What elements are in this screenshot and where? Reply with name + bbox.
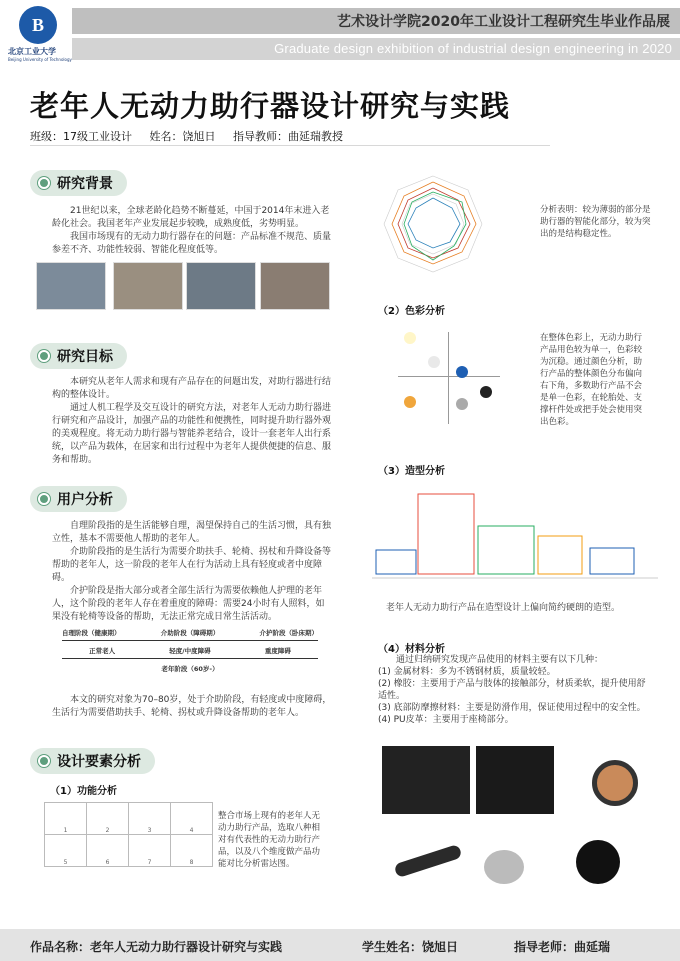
stage-desc-2: 轻度/中度障碍 — [169, 647, 211, 655]
walker-cell: 2 — [87, 803, 129, 835]
user-stage-diagram — [62, 628, 318, 676]
material-analysis-title: （4）材料分析 — [378, 644, 445, 655]
title-divider — [30, 145, 550, 146]
bullet-dot-icon — [38, 493, 50, 505]
walker-cell: 3 — [129, 803, 171, 835]
background-photo-4 — [260, 262, 330, 310]
age-range-label: 老年阶段（60岁-） — [161, 665, 219, 673]
background-text: 21世纪以来，全球老龄化趋势不断蔓延，中国于2014年末进入老龄化社会。我国老年产业发展起步较晚，成熟度低，劣势明显。 我国市场现有的无动力助行器存在的问题：产品标准不规范、质量参差不齐、功能性较弱、智能化程度低等。 — [52, 206, 332, 255]
logo-emblem-icon: B — [19, 6, 57, 44]
background-photo-2 — [113, 262, 183, 310]
material-item: (1) 金属材料：多为不锈钢材质，质量较轻。 — [378, 667, 556, 677]
background-photo-3 — [186, 262, 256, 310]
material-photo-leather — [382, 746, 470, 814]
walker-cell: 4 — [171, 803, 213, 835]
material-photo-seat — [476, 746, 554, 814]
page-footer — [0, 929, 680, 961]
author-info — [30, 128, 357, 144]
color-analysis-text: 在整体色彩上，无动力助行产品用色较为单一，色彩较为沉稳。通过颜色分析，助行产品的整体颜色分布偏向右下角，多数助行产品不会是单一色彩，在轮胎处、支撑杆件处或把手处会使用突出色彩。 — [540, 333, 643, 427]
users-text: 自理阶段指的是生活能够自理，渴望保持自己的生活习惯，具有独立性，基本不需要他人帮助的老年人。 介助阶段指的是生活行为需要介助扶手、轮椅、拐杖和升降设备等帮助的老年人，这一阶段的老年人在行为活动上具有轻度或者中度障碍。 介护阶段是指大部分或者全部生活行为需要依赖他人护理的老年人，这个阶段的老年人存在着重度的障碍：需要24小时有人照料，如果没有轮椅等设备的帮助，无法正常完成日常生活活动。 — [52, 521, 332, 622]
walker-cell: 7 — [129, 835, 171, 867]
color-dot — [480, 386, 492, 398]
exhibition-title: 艺术设计学院2020年工业设计工程研究生毕业作品展 — [337, 14, 670, 30]
stage-desc-1: 正常老人 — [89, 647, 116, 655]
name-info: 姓名：饶旭日 — [149, 130, 216, 143]
university-logo — [8, 6, 72, 62]
walker-cell: 1 — [45, 803, 87, 835]
footer-work-name: 作品名称：老年人无动力助行器设计研究与实践 — [30, 940, 283, 954]
goal-text: 本研究从老年人需求和现有产品存在的问题出发，对助行器进行结构的整体设计。 通过人机工程学及交互设计的研究方法，对老年人无动力助行器进行研究和产品设计，加强产品的功能性和便携性，同时提升助行器外观的美观程度。将无动力助行器与智能养老结合，设计一套老年人出行系统，以产品为载体，在居家和出行过程中为老年人提供便捷的信息、服务和帮助。 — [52, 377, 332, 465]
bullet-dot-icon — [38, 177, 50, 189]
section-heading-users: 用户分析 — [30, 486, 127, 512]
color-dot — [428, 356, 440, 368]
class-info: 班级：17级工业设计 — [30, 130, 132, 143]
bullet-dot-icon — [38, 755, 50, 767]
function-analysis-title: （1）功能分析 — [50, 786, 117, 797]
color-dot — [404, 332, 416, 344]
footer-student-name: 学生姓名：饶旭日 — [362, 940, 459, 954]
color-analysis-title: （2）色彩分析 — [378, 306, 445, 317]
material-photo-rubber-tip — [564, 830, 634, 892]
walker-cell: 8 — [171, 835, 213, 867]
page-header — [0, 0, 680, 64]
walker-cell: 5 — [45, 835, 87, 867]
material-item: (3) 底部防摩擦材料：主要是防滑作用，保证使用过程中的安全性。 — [378, 703, 646, 713]
material-item: (4) PU皮革：主要用于座椅部分。 — [378, 715, 514, 725]
color-dot — [456, 366, 468, 378]
exhibition-subtitle: Graduate design exhibition of industrial design engineering in 2020 — [274, 41, 672, 56]
footer-advisor-name: 指导老师：曲延瑞 — [514, 940, 611, 954]
material-analysis-list: 通过归纳研究发现产品使用的材料主要有以下几种： (1) 金属材料：多为不锈钢材质，质量较轻。 (2) 橡胶：主要用于产品与肢体的接触部分，材质柔软，提升使用舒适性。 (3) 底部防摩擦材料：主要是防滑作用，保证使用过程中的安全性。 (4) PU皮革：主要用于座椅部分。 — [378, 654, 648, 726]
material-photo-handle — [388, 828, 468, 890]
stage-label-2: 介助阶段（障碍期） — [160, 629, 220, 637]
shape-analysis-title: （3）造型分析 — [378, 466, 445, 477]
users-target-text: 本文的研究对象为70–80岁，处于介助阶段，有轻度或中度障碍，生活行为需要借助扶手、轮椅、拐杖或升降设备帮助的老年人。 — [52, 695, 332, 718]
color-analysis-chart — [398, 326, 500, 426]
section-heading-background: 研究背景 — [30, 170, 127, 196]
shape-analysis-chart — [370, 484, 660, 590]
walker-product-grid — [44, 802, 213, 867]
advisor-info: 指导教师：曲延瑞教授 — [233, 130, 343, 143]
section-heading-goal: 研究目标 — [30, 343, 127, 369]
material-photo-tube — [478, 830, 554, 890]
material-photo-wheel — [564, 746, 650, 814]
material-item: (2) 橡胶：主要用于产品与肢体的接触部分，材质柔软，提升使用舒适性。 — [378, 679, 646, 701]
bullet-dot-icon — [38, 350, 50, 362]
stage-label-3: 介护阶段（卧床期） — [259, 629, 318, 637]
function-analysis-text: 整合市场上现有的老年人无动力助行产品，选取八种相对有代表性的无动力助行产品，以及八个维度做产品功能对比分析雷达图。 — [218, 811, 321, 869]
logo-subtitle: Beijing University of Technology — [8, 57, 72, 62]
color-dot — [456, 398, 468, 410]
background-photo-1 — [36, 262, 106, 310]
color-dot — [404, 396, 416, 408]
logo-name: 北京工业大学 — [8, 47, 56, 56]
walker-cell: 6 — [87, 835, 129, 867]
stage-desc-3: 重度障碍 — [264, 647, 291, 655]
section-heading-design: 设计要素分析 — [30, 748, 155, 774]
stage-label-1: 自理阶段（健康期） — [62, 629, 121, 637]
function-radar-chart — [358, 168, 508, 280]
radar-note-text: 分析表明：较为薄弱的部分是助行器的智能化部分，较为突出的是结构稳定性。 — [540, 205, 651, 239]
shape-analysis-text: 老年人无动力助行产品在造型设计上偏向简约硬朗的造型。 — [386, 603, 621, 613]
page-title: 老年人无动力助行器设计研究与实践 — [30, 89, 511, 123]
